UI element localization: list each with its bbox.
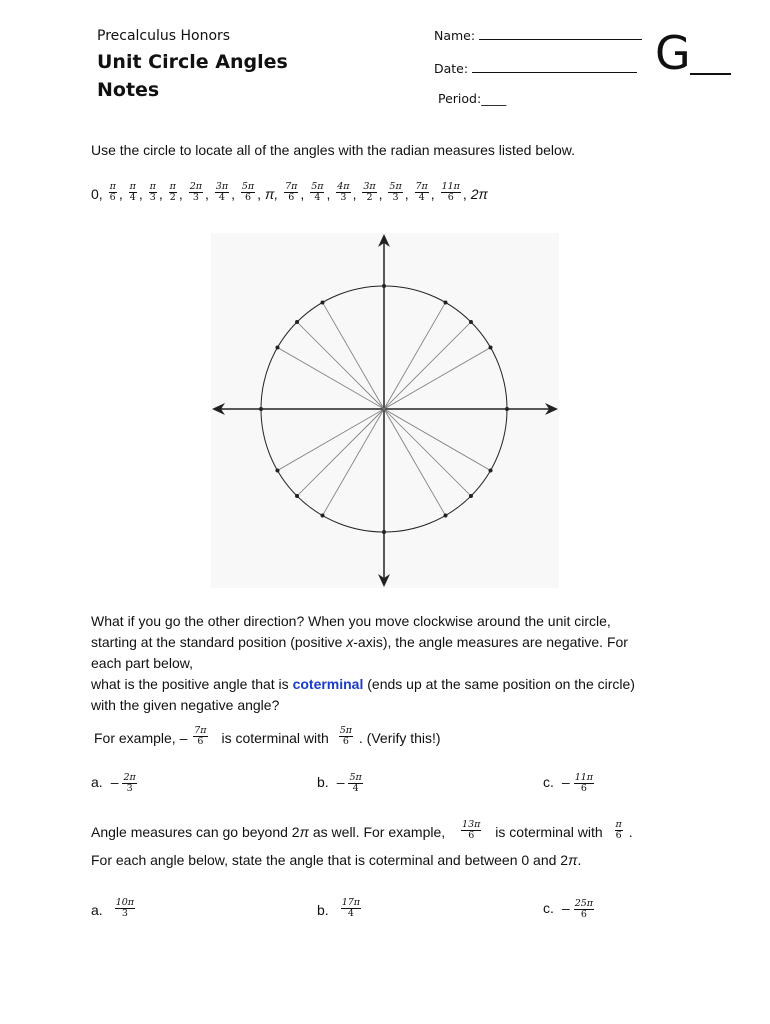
fraction [362, 182, 376, 203]
fraction-numerator: 5π [349, 771, 362, 783]
angle-point [505, 407, 509, 411]
beyond-end: . [577, 852, 582, 868]
fraction [388, 182, 402, 203]
fraction-denominator: 6 [197, 736, 204, 747]
page-title: Unit Circle Angles [97, 51, 288, 73]
fraction-denominator: 6 [244, 192, 252, 203]
angle-group-second [282, 181, 471, 203]
angle-pi: π, [264, 186, 279, 202]
fraction-numerator: 13π [462, 819, 481, 830]
angle-point [321, 514, 325, 518]
list-separator: , [158, 186, 167, 202]
fraction-denominator: 4 [314, 192, 321, 203]
fraction-numerator: 3π [215, 181, 229, 192]
fraction [189, 182, 203, 203]
angle-group-first [107, 181, 265, 203]
coterminal-line-2 [91, 632, 635, 653]
angle-point [295, 494, 299, 498]
beyond-instruction: For each angle below, state the angle that is coterminal and between 0 and 2 [91, 852, 569, 868]
beyond-pi: π [299, 824, 309, 840]
angle-point [469, 320, 473, 324]
fraction-denominator: 2 [169, 192, 176, 203]
fraction [574, 899, 594, 920]
group-line[interactable] [690, 73, 731, 75]
fraction-numerator: 7π [415, 181, 428, 192]
line2-part2: -axis), the angle measures are negative. For [353, 634, 628, 650]
angle-point [321, 300, 325, 304]
fraction-numerator: 3π [363, 181, 376, 192]
fraction-numerator: 5π [339, 725, 353, 736]
fraction [149, 182, 157, 203]
exercise-sign: – [561, 900, 570, 916]
fraction-denominator: 3 [121, 908, 128, 919]
fraction-numerator: 7π [194, 725, 207, 736]
fraction-denominator: 6 [109, 192, 116, 203]
fraction-denominator: 6 [288, 192, 295, 203]
date-line[interactable] [472, 60, 637, 73]
list-separator: , [231, 186, 239, 202]
example-tail: . (Verify this!) [358, 730, 441, 746]
list-separator: , [205, 186, 213, 202]
list-separator: , [300, 186, 309, 202]
instruction-text: Use the circle to locate all of the angles with the radian measures listed below. [91, 142, 576, 158]
exercise-label: a. [91, 902, 103, 918]
fraction-numerator: π [615, 819, 622, 830]
fraction-numerator: π [169, 181, 176, 192]
angle-point [444, 300, 448, 304]
fraction-denominator: 2 [366, 192, 373, 203]
unit-circle-diagram [211, 233, 559, 588]
fraction-denominator: 6 [615, 830, 622, 841]
list-separator: , [118, 186, 127, 202]
fraction-numerator: 2π [189, 181, 202, 192]
period-field[interactable]: Period:____ [438, 91, 507, 106]
beyond-fraction-2 [615, 820, 623, 841]
angle-list [91, 182, 488, 205]
fraction-denominator: 6 [580, 782, 587, 794]
list-separator: , [178, 186, 187, 202]
exercise-label: c. [543, 900, 554, 916]
exercise-item [91, 772, 139, 794]
exercise-item [91, 898, 137, 921]
line4-part1: what is the positive angle that is [91, 676, 293, 692]
fraction-numerator: 7π [285, 181, 298, 192]
fraction-denominator: 6 [580, 908, 587, 920]
fraction-numerator: 4π [337, 181, 350, 192]
beyond-coterminal-with: is coterminal with [495, 824, 603, 840]
example-middle: is coterminal with [221, 730, 329, 746]
angle-point [259, 407, 263, 411]
beyond-fraction-1 [461, 820, 481, 841]
fraction-denominator: 6 [342, 736, 349, 747]
list-separator: , [462, 186, 471, 202]
angle-two-pi: 2π [470, 186, 488, 202]
fraction [310, 182, 324, 203]
name-line[interactable] [479, 27, 642, 40]
fraction [336, 182, 350, 203]
fraction [348, 773, 362, 794]
fraction-numerator: π [109, 181, 116, 192]
course-name: Precalculus Honors [97, 28, 231, 44]
fraction [129, 182, 137, 203]
fraction [415, 182, 429, 203]
fraction-numerator: 25π [574, 897, 594, 909]
beyond-pi-2: π [568, 852, 578, 868]
example-fraction-2 [339, 726, 353, 747]
fraction [122, 773, 136, 794]
coterminal-line-3: each part below, [91, 655, 193, 671]
fraction-numerator: 11π [441, 181, 460, 192]
x-variable: x [346, 634, 354, 650]
fraction [215, 182, 229, 203]
coterminal-paragraph [91, 611, 635, 716]
list-separator: , [326, 186, 335, 202]
exercise-sign: – [561, 774, 570, 790]
list-separator: , [378, 186, 387, 202]
angle-point [295, 320, 299, 324]
coterminal-line-1: What if you go the other direction? When you move clockwise around the unit circle, [91, 613, 611, 629]
fraction-denominator: 3 [392, 192, 399, 203]
fraction-numerator: 10π [115, 897, 135, 908]
fraction-denominator: 4 [129, 192, 136, 203]
exercise-item [543, 898, 596, 920]
beyond-line-2 [91, 850, 581, 871]
fraction-denominator: 4 [418, 192, 425, 203]
angle-point [382, 284, 386, 288]
coterminal-term: coterminal [292, 676, 364, 692]
exercise-sign: – [110, 774, 119, 790]
fraction-denominator: 3 [340, 192, 347, 203]
angle-point [444, 514, 448, 518]
name-field[interactable] [434, 27, 642, 43]
list-separator: , [257, 186, 265, 202]
line4-part2: (ends up at the same position on the circle) [363, 676, 635, 692]
exercise-label: c. [543, 774, 554, 790]
fraction-numerator: 2π [123, 771, 136, 783]
angle-point [275, 346, 279, 350]
fraction-numerator: 5π [311, 181, 324, 192]
angle-point [382, 530, 386, 534]
fraction-numerator: 11π [574, 771, 594, 783]
fraction-numerator: 5π [241, 181, 255, 192]
fraction-numerator: 17π [341, 897, 361, 908]
line2-part1: starting at the standard position (positive [91, 634, 347, 650]
angle-point [469, 494, 473, 498]
coterminal-example [94, 726, 441, 749]
group-letter: G [655, 26, 691, 80]
beyond-mid: as well. For example, [308, 824, 446, 840]
beyond-lead: Angle measures can go beyond 2 [91, 824, 300, 840]
fraction-numerator: 5π [389, 181, 402, 192]
angle-point [275, 469, 279, 473]
exercise-sign: – [336, 774, 345, 790]
list-separator: , [404, 186, 413, 202]
example-fraction-1 [193, 726, 207, 747]
fraction [441, 182, 461, 203]
date-field[interactable] [434, 60, 637, 76]
angle-point [489, 346, 493, 350]
fraction-denominator: 4 [347, 908, 354, 919]
list-separator: , [352, 186, 361, 202]
fraction [284, 182, 298, 203]
name-label: Name: [434, 28, 476, 43]
exercise-label: a. [91, 774, 103, 790]
fraction-denominator: 3 [149, 192, 156, 203]
exercise-label: b. [317, 902, 329, 918]
example-lead: For example, – [94, 730, 188, 746]
fraction-denominator: 6 [447, 192, 454, 203]
fraction-numerator: π [149, 181, 156, 192]
beyond-period: . [628, 824, 633, 840]
fraction [169, 182, 177, 203]
exercise-label: b. [317, 774, 329, 790]
fraction-denominator: 4 [218, 192, 225, 203]
page-subtitle: Notes [97, 79, 160, 101]
fraction-numerator: π [129, 181, 136, 192]
list-separator: , [138, 186, 147, 202]
fraction [341, 898, 361, 919]
fraction-denominator: 3 [192, 192, 199, 203]
fraction [109, 182, 117, 203]
coterminal-line-5: with the given negative angle? [91, 697, 280, 713]
fraction [115, 898, 135, 919]
angle-zero: 0, [91, 186, 103, 202]
angle-point [489, 469, 493, 473]
fraction [574, 773, 594, 794]
fraction-denominator: 3 [126, 782, 133, 794]
beyond-line-1 [91, 820, 633, 843]
coterminal-line-4 [91, 674, 635, 695]
fraction-denominator: 4 [352, 782, 359, 794]
exercise-item [317, 898, 363, 921]
exercise-item [543, 772, 596, 794]
exercise-item [317, 772, 365, 794]
date-label: Date: [434, 61, 469, 76]
fraction-denominator: 6 [468, 830, 475, 841]
list-separator: , [430, 186, 439, 202]
fraction [241, 182, 255, 203]
